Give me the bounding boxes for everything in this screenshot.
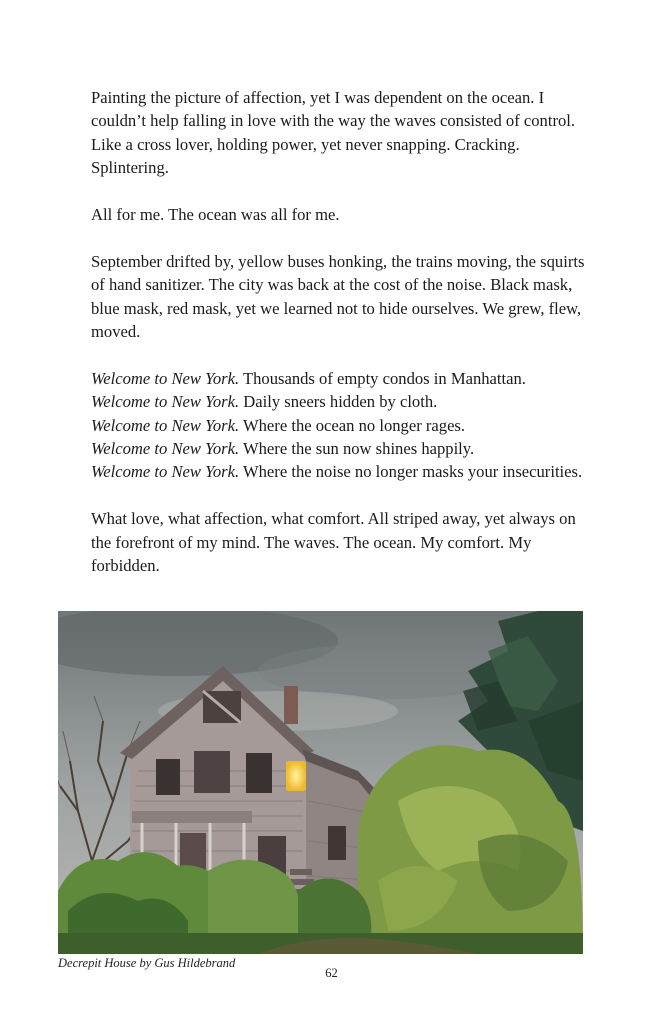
- refrain-text: Thousands of empty condos in Manhattan.: [239, 368, 526, 388]
- refrain-line: [91, 414, 591, 437]
- paragraph: All for me. The ocean was all for me.: [91, 205, 340, 225]
- refrain-text: Daily sneers hidden by cloth.: [239, 392, 438, 412]
- refrain-phrase: Welcome to New York.: [91, 415, 240, 435]
- page-number: 62: [325, 966, 338, 980]
- refrain-stanza: [91, 367, 591, 484]
- refrain-phrase: Welcome to New York.: [91, 368, 240, 388]
- painting-decrepit-house: [58, 611, 583, 954]
- refrain-line: [91, 460, 591, 483]
- body-text: [91, 86, 591, 601]
- refrain-phrase: Welcome to New York.: [91, 439, 240, 459]
- refrain-phrase: Welcome to New York.: [91, 392, 240, 412]
- refrain-text: Where the sun now shines happily.: [239, 439, 475, 459]
- closing-paragraph: What love, what affection, what comfort. All striped away, yet always on the forefront of my mind. The waves. The ocean. My comfort. My forbidden.: [91, 509, 576, 576]
- refrain-phrase: Welcome to New York.: [91, 462, 240, 482]
- refrain-text: Where the ocean no longer rages.: [239, 415, 466, 435]
- refrain-line: [91, 367, 591, 390]
- paragraph: Painting the picture of affection, yet I was dependent on the ocean. I couldn’t help falling in love with the way the waves consisted of control. Like a cross lover, holding power, yet never snapping. Cracking. Splintering.: [91, 88, 576, 178]
- figure-caption: Decrepit House by Gus Hildebrand: [58, 956, 236, 970]
- refrain-line: [91, 390, 591, 413]
- refrain-line: [91, 437, 591, 460]
- paragraph: September drifted by, yellow buses honking, the trains moving, the squirts of hand sanitizer. The city was back at the cost of the noise. Black mask, blue mask, red mask, yet we learned not to hide ourselves. We grew, flew, moved.: [91, 251, 585, 342]
- refrain-text: Where the noise no longer masks your insecurities.: [239, 462, 583, 482]
